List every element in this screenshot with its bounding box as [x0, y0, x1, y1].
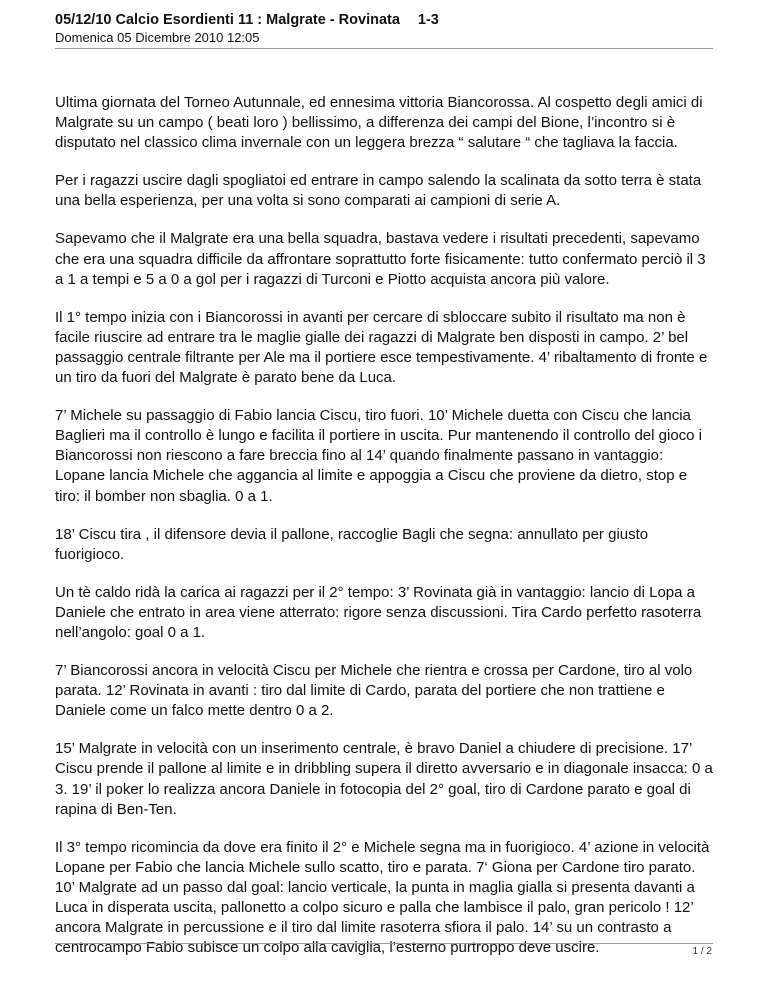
article-date: Domenica 05 Dicembre 2010 12:05: [55, 30, 260, 45]
paragraph: 7’ Michele su passaggio di Fabio lancia Ciscu, tiro fuori. 10’ Michele duetta con Ciscu che lancia Baglieri ma il controllo è lungo e facilita il portiere in uscita. Pur mantenendo il controllo del gioco i Biancorossi non riescono a fare breccia fino al 14’ quando finalmente passano in vantaggio: Lopane lancia Michele che aggancia al limite e appoggia a Ciscu che proviene da dietro, stop e tiro: il bomber non sbaglia. 0 a 1.: [55, 407, 703, 505]
page-number: 1 / 2: [692, 946, 712, 957]
paragraph: Un tè caldo ridà la carica ai ragazzi per il 2° tempo: 3’ Rovinata già in vantaggio: lancio di Lopa a Daniele che entrato in area viene atterrato: rigore senza discussioni. Tira Cardo perfetto rasoterra nell’angolo: goal 0 a 1.: [55, 583, 702, 641]
match-score: 1-3: [417, 12, 439, 28]
paragraph: Il 1° tempo inizia con i Biancorossi in avanti per cercare di sbloccare subito il risultato ma non è facile riuscire ad entrare tra le maglie gialle dei ragazzi di Malgrate ben disposti in campo. 2’ bel passaggio centrale filtrante per Ale ma il portiere esce tempestivamente. 4’ ribaltamento di fronte e un tiro da fuori del Malgrate è parato bene da Luca.: [55, 308, 708, 387]
footer-divider: [55, 943, 713, 944]
header-divider: [55, 48, 713, 49]
paragraph: Sapevamo che il Malgrate era una bella squadra, bastava vedere i risultati precedenti, sapevamo che era una squadra difficile da affrontare soprattutto forte fisicamente: tutto confermato perciò il 3 a 1 a tempi e 5 a 0 a gol per i ragazzi di Turconi e Piotto acquista ancora più valore.: [55, 230, 706, 288]
title-row: [55, 11, 713, 29]
paragraph: Il 3° tempo ricomincia da dove era finito il 2° e Michele segna ma in fuorigioco. 4’ azione in velocità Lopane per Fabio che lancia Michele sullo scatto, tiro e parata. 7‘ Giona per Cardone tiro parato. 10’ Malgrate ad un passo dal goal: lancio verticale, la punta in maglia gialla si presenta davanti a Luca in disperata uscita, pallonetto a colpo sicuro e palla che lambisce il palo, gran pericolo ! 12’ ancora Malgrate in percussione e il tiro dal limite rasoterra sfiora il palo. 14’ su un contrasto a centrocampo Fabio subisce un colpo alla caviglia, l’esterno purtroppo deve uscire.: [55, 838, 710, 957]
paragraph: 18’ Ciscu tira , il difensore devia il pallone, raccoglie Bagli che segna: annullato per giusto fuorigioco.: [55, 525, 649, 563]
paragraph: Per i ragazzi uscire dagli spogliatoi ed entrare in campo salendo la scalinata da sotto terra è stata una bella esperienza, per una volta si sono comparati ai campioni di serie A.: [55, 172, 702, 210]
article-title: 05/12/10 Calcio Esordienti 11 : Malgrate - Rovinata: [55, 12, 400, 28]
paragraph: Ultima giornata del Torneo Autunnale, ed ennesima vittoria Biancorossa. Al cospetto degli amici di Malgrate su un campo ( beati loro ) bellissimo, a differenza dei campi del Bione, l’incontro si è disputato nel classico clima invernale con un leggera brezza “ salutare “ che tagliava la faccia.: [55, 94, 703, 152]
document-header: [55, 11, 713, 46]
article-body: [55, 93, 715, 976]
paragraph: 15’ Malgrate in velocità con un inserimento centrale, è bravo Daniel a chiudere di precisione. 17’ Ciscu prende il pallone al limite e in dribbling supera il diretto avversario e in diagonale insacca: 0 a 3. 19’ il poker lo realizza ancora Daniele in fotocopia del 2° goal, tiro di Cardone parato e goal di rapina di Ben-Ten.: [55, 740, 713, 818]
paragraph: 7’ Biancorossi ancora in velocità Ciscu per Michele che rientra e crossa per Cardone, tiro al volo parata. 12’ Rovinata in avanti : tiro dal limite di Cardo, parata del portiere che non trattiene e Daniele come un falco mette dentro 0 a 2.: [55, 662, 693, 720]
